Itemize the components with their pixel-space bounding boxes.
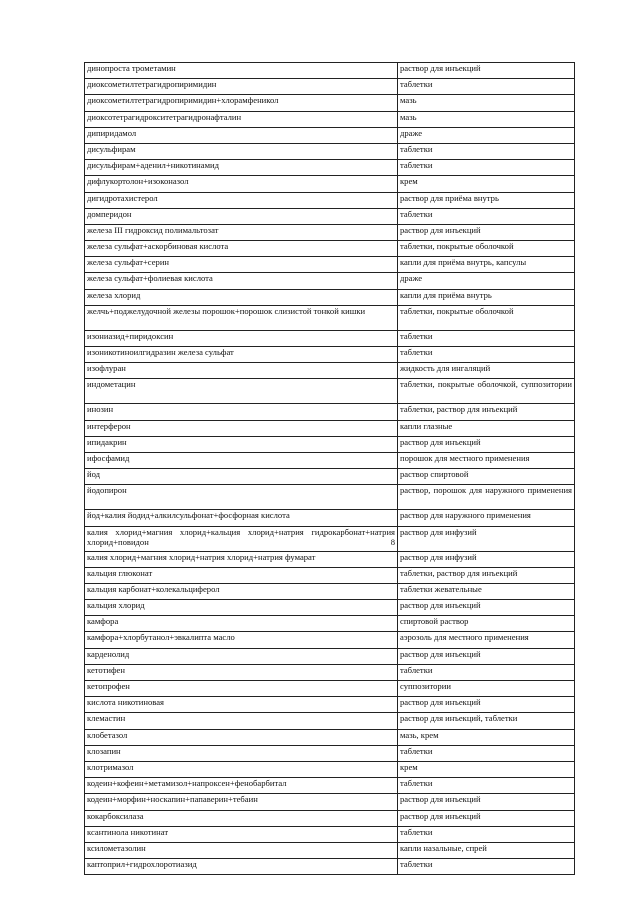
dosage-form-cell: суппозитории xyxy=(398,681,575,697)
table-row xyxy=(85,616,575,632)
drug-name-cell: кальция хлорид xyxy=(85,600,398,616)
dosage-form-cell: раствор для инфузий xyxy=(398,526,575,551)
drug-name-cell: индометацин xyxy=(85,379,398,404)
table-row xyxy=(85,330,575,346)
table-row xyxy=(85,697,575,713)
drug-name-cell: клобетазол xyxy=(85,729,398,745)
drug-name-cell: кетотифен xyxy=(85,664,398,680)
table-row xyxy=(85,224,575,240)
drug-name-cell: кодеин+морфин+носкапин+папаверин+тебаин xyxy=(85,794,398,810)
table-row xyxy=(85,404,575,420)
table-row xyxy=(85,713,575,729)
drug-name-cell: кальция глюконат xyxy=(85,567,398,583)
dosage-form-cell: раствор для инъекций xyxy=(398,63,575,79)
dosage-form-cell: мазь xyxy=(398,95,575,111)
drug-name-cell: йод xyxy=(85,469,398,485)
drug-name-cell: изоникотиноилгидразин железа сульфат xyxy=(85,347,398,363)
dosage-form-cell: капли глазные xyxy=(398,420,575,436)
drug-name-cell: ксилометазолин xyxy=(85,842,398,858)
drug-name-cell: клозапин xyxy=(85,745,398,761)
dosage-form-cell: таблетки, раствор для инъекций xyxy=(398,404,575,420)
table-row xyxy=(85,79,575,95)
dosage-form-cell: порошок для местного применения xyxy=(398,452,575,468)
dosage-form-cell: таблетки, покрытые оболочкой xyxy=(398,305,575,330)
table-row xyxy=(85,632,575,648)
table-row xyxy=(85,778,575,794)
table-row xyxy=(85,379,575,404)
dosage-form-cell: раствор для инъекций xyxy=(398,648,575,664)
table-row xyxy=(85,160,575,176)
table-row xyxy=(85,551,575,567)
dosage-form-cell: таблетки xyxy=(398,347,575,363)
table-row xyxy=(85,794,575,810)
table-row xyxy=(85,452,575,468)
dosage-form-cell: раствор спиртовой xyxy=(398,469,575,485)
drug-name-cell: изониазид+пиридоксин xyxy=(85,330,398,346)
drug-table-body xyxy=(85,63,575,875)
table-row xyxy=(85,745,575,761)
drug-name-cell: дисульфирам+аденил+никотинамид xyxy=(85,160,398,176)
table-row xyxy=(85,810,575,826)
drug-name-cell: динопроста трометамин xyxy=(85,63,398,79)
document-page xyxy=(84,62,574,875)
table-row xyxy=(85,192,575,208)
drug-name-cell: йод+калия йодид+алкилсульфонат+фосфорная кислота xyxy=(85,510,398,526)
dosage-form-cell: раствор для инъекций xyxy=(398,794,575,810)
drug-name-cell: кокарбоксилаза xyxy=(85,810,398,826)
table-row xyxy=(85,241,575,257)
table-row xyxy=(85,208,575,224)
drug-name-cell: ипидакрин xyxy=(85,436,398,452)
dosage-form-cell: раствор для инъекций xyxy=(398,224,575,240)
table-row xyxy=(85,95,575,111)
drug-name-cell: железа сульфат+фолиевая кислота xyxy=(85,273,398,289)
dosage-form-cell: крем xyxy=(398,176,575,192)
drug-name-cell: железа сульфат+аскорбиновая кислота xyxy=(85,241,398,257)
table-row xyxy=(85,510,575,526)
table-row xyxy=(85,681,575,697)
dosage-form-cell: таблетки xyxy=(398,79,575,95)
dosage-form-cell: таблетки, покрытые оболочкой xyxy=(398,241,575,257)
table-row xyxy=(85,347,575,363)
table-row xyxy=(85,567,575,583)
dosage-form-cell: таблетки xyxy=(398,160,575,176)
dosage-form-cell: раствор для инъекций xyxy=(398,436,575,452)
table-row xyxy=(85,176,575,192)
drug-name-cell: железа сульфат+серин xyxy=(85,257,398,273)
dosage-form-cell: раствор для инъекций xyxy=(398,810,575,826)
drug-name-cell: камфора+хлорбутанол+эвкалипта масло xyxy=(85,632,398,648)
dosage-form-cell: аэрозоль для местного применения xyxy=(398,632,575,648)
dosage-form-cell: таблетки xyxy=(398,778,575,794)
dosage-form-cell: таблетки жевательные xyxy=(398,583,575,599)
drug-name-cell: дипиридамол xyxy=(85,127,398,143)
table-row xyxy=(85,526,575,551)
dosage-form-cell: таблетки xyxy=(398,143,575,159)
drug-name-cell: желчь+поджелудочной железы порошок+порошок слизистой тонкой кишки xyxy=(85,305,398,330)
dosage-form-cell: капли для приёма внутрь, капсулы xyxy=(398,257,575,273)
drug-name-cell: дифлукортолон+изоконазол xyxy=(85,176,398,192)
drug-name-cell: йодопирон xyxy=(85,485,398,510)
dosage-form-cell: мазь, крем xyxy=(398,729,575,745)
dosage-form-cell: раствор для наружного применения xyxy=(398,510,575,526)
table-row xyxy=(85,842,575,858)
table-row xyxy=(85,363,575,379)
drug-name-cell: ксантинола никотинат xyxy=(85,826,398,842)
dosage-form-cell: раствор для инфузий xyxy=(398,551,575,567)
drug-name-cell: калия хлорид+магния хлорид+натрия хлорид+натрия фумарат xyxy=(85,551,398,567)
drug-name-cell: диоксометилтетрагидропиримидин+хлорамфеникол xyxy=(85,95,398,111)
drug-name-cell: дисульфирам xyxy=(85,143,398,159)
drug-name-cell: карденолид xyxy=(85,648,398,664)
dosage-form-cell: раствор для инъекций xyxy=(398,697,575,713)
dosage-form-cell: раствор для приёма внутрь xyxy=(398,192,575,208)
drug-name-cell: кетопрофен xyxy=(85,681,398,697)
drug-name-cell: кислота никотиновая xyxy=(85,697,398,713)
table-row xyxy=(85,729,575,745)
drug-name-cell: клотримазол xyxy=(85,761,398,777)
table-row xyxy=(85,664,575,680)
drug-name-cell: кодеин+кофеин+метамизол+напроксен+фенобарбитал xyxy=(85,778,398,794)
table-row xyxy=(85,257,575,273)
dosage-form-cell: таблетки xyxy=(398,745,575,761)
drug-name-cell: железа хлорид xyxy=(85,289,398,305)
table-row xyxy=(85,469,575,485)
drug-name-cell: интерферон xyxy=(85,420,398,436)
drug-name-cell: диоксометилтетрагидропиримидин xyxy=(85,79,398,95)
dosage-form-cell: раствор для инъекций xyxy=(398,600,575,616)
drug-name-cell: домперидон xyxy=(85,208,398,224)
drug-name-cell: клемастин xyxy=(85,713,398,729)
table-row xyxy=(85,485,575,510)
dosage-form-cell: драже xyxy=(398,127,575,143)
dosage-form-cell: раствор, порошок для наружного применения xyxy=(398,485,575,510)
dosage-form-cell: таблетки xyxy=(398,330,575,346)
dosage-form-cell: драже xyxy=(398,273,575,289)
dosage-form-cell: крем xyxy=(398,761,575,777)
table-row xyxy=(85,859,575,875)
table-row xyxy=(85,289,575,305)
table-row xyxy=(85,305,575,330)
dosage-form-cell: жидкость для ингаляций xyxy=(398,363,575,379)
dosage-form-cell: таблетки, раствор для инъекций xyxy=(398,567,575,583)
table-row xyxy=(85,420,575,436)
table-row xyxy=(85,648,575,664)
dosage-form-cell: таблетки xyxy=(398,208,575,224)
drug-name-cell: инозин xyxy=(85,404,398,420)
drug-name-cell: каптоприл+гидрохлоротиазид xyxy=(85,859,398,875)
dosage-form-cell: таблетки xyxy=(398,826,575,842)
table-row xyxy=(85,127,575,143)
dosage-form-cell: таблетки xyxy=(398,859,575,875)
table-row xyxy=(85,436,575,452)
table-row xyxy=(85,826,575,842)
table-row xyxy=(85,583,575,599)
dosage-form-cell: таблетки xyxy=(398,664,575,680)
drug-name-cell: калия хлорид+магния хлорид+кальция хлорид+натрия гидрокарбонат+натрия хлорид+повидон 8 xyxy=(85,526,398,551)
drug-name-cell: кальция карбонат+колекальциферол xyxy=(85,583,398,599)
table-row xyxy=(85,111,575,127)
dosage-form-cell: капли назальные, спрей xyxy=(398,842,575,858)
drug-name-cell: ифосфамид xyxy=(85,452,398,468)
table-row xyxy=(85,63,575,79)
dosage-form-cell: мазь xyxy=(398,111,575,127)
drug-name-cell: диоксотетрагидрокситетрагидронафталин xyxy=(85,111,398,127)
dosage-form-cell: таблетки, покрытые оболочкой, суппозитории xyxy=(398,379,575,404)
drug-name-cell: дигидротахистерол xyxy=(85,192,398,208)
drug-table xyxy=(84,62,575,875)
dosage-form-cell: спиртовой раствор xyxy=(398,616,575,632)
table-row xyxy=(85,761,575,777)
drug-name-cell: железа III гидроксид полимальтозат xyxy=(85,224,398,240)
drug-name-cell: камфора xyxy=(85,616,398,632)
table-row xyxy=(85,273,575,289)
table-row xyxy=(85,600,575,616)
dosage-form-cell: раствор для инъекций, таблетки xyxy=(398,713,575,729)
drug-name-cell: изофлуран xyxy=(85,363,398,379)
table-row xyxy=(85,143,575,159)
dosage-form-cell: капли для приёма внутрь xyxy=(398,289,575,305)
